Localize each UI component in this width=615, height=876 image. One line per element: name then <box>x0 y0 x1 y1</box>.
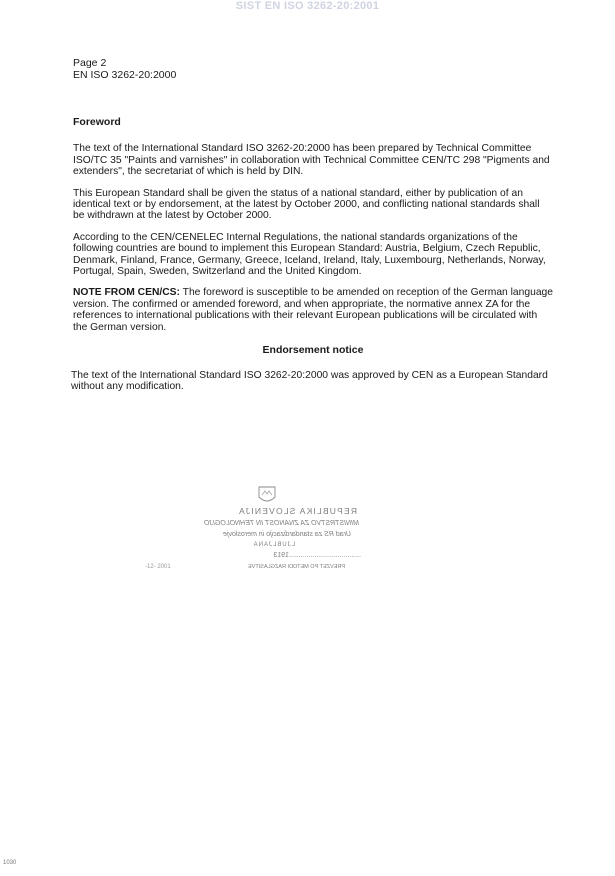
cen-note-label: NOTE FROM CEN/CS: <box>73 287 180 299</box>
endorsement-text: The text of the International Standard ISO 3262-20:2000 was approved by CEN as a European Standard without any modification. <box>71 369 548 392</box>
foreword-paragraph-2: This European Standard shall be given the status of a national standard, either by publication of an identical text or by endorsement, at the latest by October 2000, and conflicting national standards shall be withdrawn at the latest by October 2000. <box>73 187 540 222</box>
cen-note <box>73 287 553 333</box>
foreword-paragraph-3: According to the CEN/CENELEC Internal Regulations, the national standards organizations of the following countries are bound to implement this European Standard: Austria, Belgium, Czech Republic, Denmark, Finland, France, Germany, Greece, Iceland, Ireland, Italy, Luxembourg, Netherlands, Norway, Portugal, Spain, Sweden, Switzerland and the United Kingdom. <box>73 231 546 278</box>
endorsement-heading: Endorsement notice <box>262 344 364 357</box>
stamp-line-4: LJUBLJANA <box>252 542 295 548</box>
watermark: SIST EN ISO 3262-20:2001 <box>235 0 380 12</box>
stamp-line-3: Urad RS za standardizacijo in meroslovje <box>223 531 351 538</box>
stamp-graphic <box>145 485 365 585</box>
page-number: Page 2 <box>73 57 107 69</box>
coat-of-arms-icon <box>259 487 275 501</box>
stamp-line-1: REPUBLIKA SLOVENIJA <box>237 506 357 516</box>
document-id: EN ISO 3262-20:2000 <box>73 69 177 81</box>
cen-note-text: The foreword is susceptible to be amended on reception of the German language version. The confirmed or amended foreword, and when appropriate, the normative annex ZA for the references to international publications with their relevant European publications will be circulated with the German version. <box>73 287 554 333</box>
stamp-line-5: .....................................1913 <box>273 552 361 559</box>
foreword-paragraph-1: The text of the International Standard ISO 3262-20:2000 has been prepared by Technical Committee ISO/TC 35 "Paints and varnishes" in collaboration with Technical Committee CEN/TC 298 "Pigments and extenders", the secretariat of which is held by DIN. <box>73 143 550 178</box>
foreword-heading: Foreword <box>73 116 121 128</box>
stamp-line-2: MINISTRSTVO ZA ZNANOST IN TEHNOLOGIJO <box>204 520 359 527</box>
stamp-line-6: PREVZET PO METODI RAZGLASITVE <box>248 564 345 570</box>
stamp-date: -12- 2001 <box>145 564 171 570</box>
office-stamp <box>145 485 365 585</box>
document-body <box>73 117 553 392</box>
page-header <box>73 57 176 81</box>
margin-mark: 1030 <box>3 860 17 866</box>
